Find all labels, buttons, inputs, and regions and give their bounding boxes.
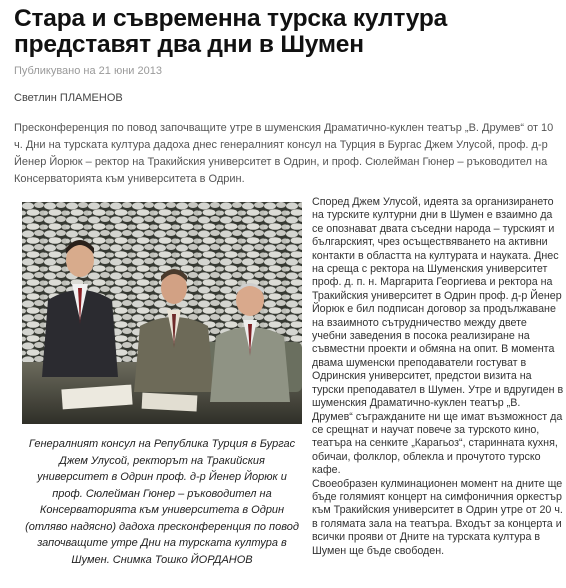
body-paragraph: Според Джем Улусой, идеята за организирането на турските културни дни в Шумен е взаимно да се опознават двата съседни народа – турският и българският, чрез осъществяването на активни контакти в областта на културата и науката. Днес на среща с ректора на Шуменския университет проф. д. п. н. Маргарита Георгиева и ректора на Тракийския университет в Одрин проф. д-р Йенер Йорюк е бил подписан договор за продължаване на взаимното сътрудничество между двете учебни заведения в посока реализиране на съвместни проекти и обмяна на опит. В момента двама шуменски преподаватели гостуват в Одринския университет, предстои визита на турски преподавател в Шумен. Утре и вдругиден в шуменския Драматично-куклен театър „В. Друмев“ съгражданите ни ще имат възможност да се срещнат и научат повече за турското кино, театъра на сенките „Карагьоз“, старинната кухня, обичаи, фолклор, облекла и прочутото турско кафе. bbox=[312, 196, 564, 477]
body-paragraph: Своеобразен кулминационен момент на дните ще бъде голямият концерт на симфоничния оркестър към Тракийския университет в Одрин утре от 20 ч. в голямата зала на театъра. Входът за концерта и всички прояви от Дните на турската култура в Шумен ще бъде свободен. bbox=[312, 477, 563, 557]
publish-date: Публикувано на 21 юни 2013 bbox=[14, 65, 162, 77]
press-conference-photo bbox=[22, 202, 302, 424]
article-title: Стара и съвременна турска култура представят два дни в Шумен bbox=[14, 5, 448, 58]
article-author: Светлин ПЛАМЕНОВ bbox=[14, 92, 123, 104]
article-photo bbox=[22, 202, 302, 424]
photo-caption: Генералният консул на Република Турция в Бургас Джем Улусой, ректорът на Тракийския университет в Одрин проф. д-р Йенер Йорюк и проф. Сюлейман Гюнер – ръководител на Консерваторията към университета в Одрин (отляво надясно) дадоха пресконференция по повод започващите утре Дни на турската култура в Шумен. Снимка Тошко ЙОРДАНОВ bbox=[25, 438, 299, 566]
article-body bbox=[312, 196, 564, 558]
article-lead: Пресконференция по повод започващите утре в шуменския Драматично-куклен театър „В. Друмев“ от 10 ч. Дни на турската култура дадоха днес генералният консул на Турция в Бургас Джем Улусой, проф. д-р Йенер Йорюк – ректор на Тракийския университет в Одрин, и проф. Сюлейман Гюнер – ръководител на Консерваторията към университета в Одрин. bbox=[14, 122, 554, 185]
